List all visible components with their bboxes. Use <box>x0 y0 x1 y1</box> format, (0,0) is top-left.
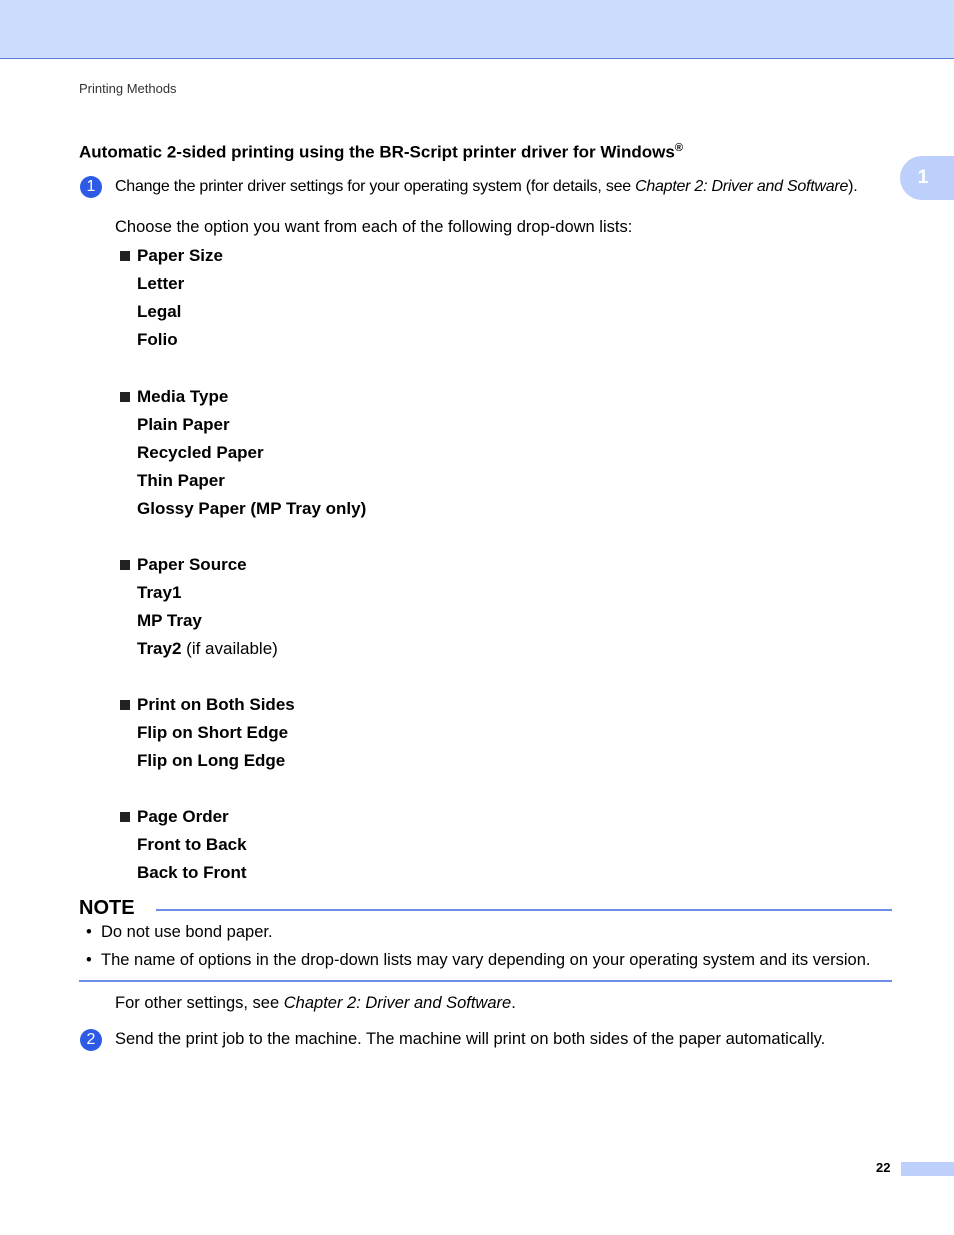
other-settings-after: . <box>511 994 516 1012</box>
step-1-text-after: ). <box>848 178 858 195</box>
option-item: Thin Paper <box>137 471 225 490</box>
other-settings-reference: Chapter 2: Driver and Software <box>283 994 512 1012</box>
note-item <box>86 951 871 970</box>
option-item: MP Tray <box>137 611 202 630</box>
note-item-text: The name of options in the drop-down lists may vary depending on your operating system and its version. <box>101 951 871 969</box>
option-group-paper-size <box>120 242 223 354</box>
running-header: Printing Methods <box>79 81 177 96</box>
note-item <box>86 923 273 942</box>
square-bullet-icon <box>120 700 130 710</box>
option-group-print-both-sides <box>120 691 295 775</box>
registered-mark: ® <box>674 142 683 154</box>
option-item: Tray1 <box>137 583 182 602</box>
option-item: Flip on Long Edge <box>137 751 286 770</box>
option-heading <box>120 242 223 270</box>
note-divider-bottom <box>79 980 892 982</box>
other-settings-text <box>115 994 516 1013</box>
option-item <box>120 635 278 663</box>
step-1-reference: Chapter 2: Driver and Software <box>635 178 849 195</box>
bullet-icon: • <box>86 923 92 941</box>
option-heading-label: Paper Size <box>137 246 223 265</box>
step-1-intro: Choose the option you want from each of the following drop-down lists: <box>115 218 633 236</box>
square-bullet-icon <box>120 392 130 402</box>
note-divider-top <box>156 909 892 911</box>
option-item: Front to Back <box>137 835 247 854</box>
step-2-text: Send the print job to the machine. The machine will print on both sides of the paper automatically. <box>115 1030 826 1048</box>
option-heading-label: Media Type <box>137 387 229 406</box>
header-band <box>0 0 954 59</box>
option-heading <box>120 383 366 411</box>
section-title <box>79 142 683 163</box>
page-number: 22 <box>876 1160 891 1175</box>
step-1-text <box>115 178 857 196</box>
note-item-text: Do not use bond paper. <box>101 923 273 941</box>
option-item: Glossy Paper (MP Tray only) <box>137 499 367 518</box>
option-heading <box>120 691 295 719</box>
option-item: Back to Front <box>137 863 247 882</box>
chapter-tab: 1 <box>900 156 954 200</box>
option-item: Flip on Short Edge <box>137 723 289 742</box>
note-title: NOTE <box>79 897 135 919</box>
bullet-icon: • <box>86 951 92 969</box>
option-group-paper-source <box>120 551 278 663</box>
option-heading-label: Paper Source <box>137 555 247 574</box>
square-bullet-icon <box>120 251 130 261</box>
section-title-text: Automatic 2-sided printing using the BR-Script printer driver for Windows <box>79 142 675 162</box>
option-item: Letter <box>137 274 185 293</box>
option-group-page-order <box>120 803 247 887</box>
option-heading-label: Page Order <box>137 807 229 826</box>
square-bullet-icon <box>120 560 130 570</box>
option-heading <box>120 551 278 579</box>
other-settings-before: For other settings, see <box>115 994 284 1012</box>
option-group-media-type <box>120 383 366 523</box>
footer-band <box>901 1162 954 1176</box>
option-item-label: Tray2 <box>137 639 182 658</box>
step-1-badge: 1 <box>80 176 102 198</box>
option-item: Legal <box>137 302 182 321</box>
step-1-text-before: Change the printer driver settings for your operating system (for details, see <box>115 178 636 195</box>
square-bullet-icon <box>120 812 130 822</box>
option-item: Folio <box>137 330 178 349</box>
option-item: Plain Paper <box>137 415 230 434</box>
option-heading-label: Print on Both Sides <box>137 695 295 714</box>
option-heading <box>120 803 247 831</box>
step-2-badge: 2 <box>80 1029 102 1051</box>
option-item: Recycled Paper <box>137 443 264 462</box>
option-item-suffix: (if available) <box>186 639 278 658</box>
